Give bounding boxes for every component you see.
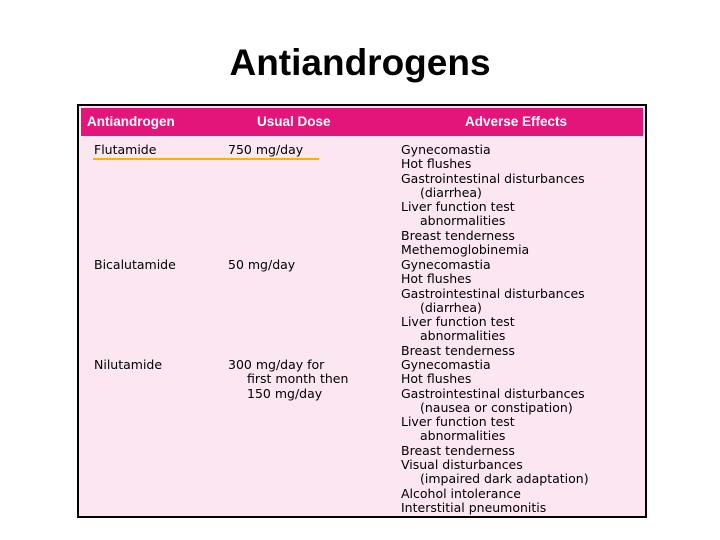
drug-dose — [228, 358, 348, 401]
effect-line: Gastrointestinal disturbances — [401, 170, 585, 186]
drug-name: Nilutamide — [94, 357, 163, 372]
effect-line: Gastrointestinal disturbances — [401, 285, 585, 301]
dose-line: first month then — [247, 371, 349, 387]
effect-line: Gastrointestinal disturbances — [401, 385, 585, 401]
dose-line: 150 mg/day — [247, 385, 323, 401]
dose-line: 50 mg/day — [228, 257, 296, 272]
effect-line: Gynecomastia — [401, 142, 491, 157]
drug-name: Flutamide — [94, 142, 157, 157]
effect-line: Alcohol intolerance — [401, 485, 521, 501]
effect-line: Interstitial pneumonitis — [401, 499, 547, 515]
adverse-effects-list — [401, 143, 585, 257]
effect-line: Gynecomastia — [401, 357, 491, 372]
effect-line: Gynecomastia — [401, 257, 491, 272]
drug-dose — [228, 258, 295, 272]
effect-line: Liver function test — [401, 414, 515, 430]
effect-line: Methemoglobinemia — [401, 242, 530, 258]
header-usual-dose: Usual Dose — [257, 114, 331, 129]
effect-line: Hot flushes — [401, 156, 472, 172]
effect-line: Breast tenderness — [401, 227, 515, 243]
effect-line: abnormalities — [420, 213, 506, 229]
table-header-row — [81, 108, 643, 136]
effect-line: abnormalities — [420, 328, 506, 344]
effect-line: Visual disturbances — [401, 457, 523, 473]
adverse-effects-list — [401, 358, 589, 515]
drug-name: Bicalutamide — [94, 257, 176, 272]
antiandrogens-table — [77, 104, 647, 518]
dose-line: 750 mg/day — [228, 142, 304, 157]
effect-line: Hot flushes — [401, 371, 472, 387]
slide-title: Antiandrogens — [229, 42, 491, 83]
effect-line: Liver function test — [401, 199, 515, 215]
header-adverse-effects: Adverse Effects — [465, 114, 568, 129]
header-antiandrogen: Antiandrogen — [87, 114, 175, 129]
effect-line: abnormalities — [420, 428, 506, 444]
effect-line: Breast tenderness — [401, 342, 515, 358]
effect-line: (nausea or constipation) — [420, 399, 573, 415]
effect-line: Breast tenderness — [401, 442, 515, 458]
effect-line: (diarrhea) — [420, 184, 482, 200]
effect-line: Liver function test — [401, 314, 515, 330]
adverse-effects-list — [401, 258, 585, 358]
effect-line: (diarrhea) — [420, 299, 482, 315]
drug-dose — [228, 143, 303, 157]
effect-line: (impaired dark adaptation) — [420, 471, 589, 487]
dose-line: 300 mg/day for — [228, 357, 325, 372]
flutamide-highlight-underline — [93, 158, 319, 160]
effect-line: Hot flushes — [401, 271, 472, 287]
